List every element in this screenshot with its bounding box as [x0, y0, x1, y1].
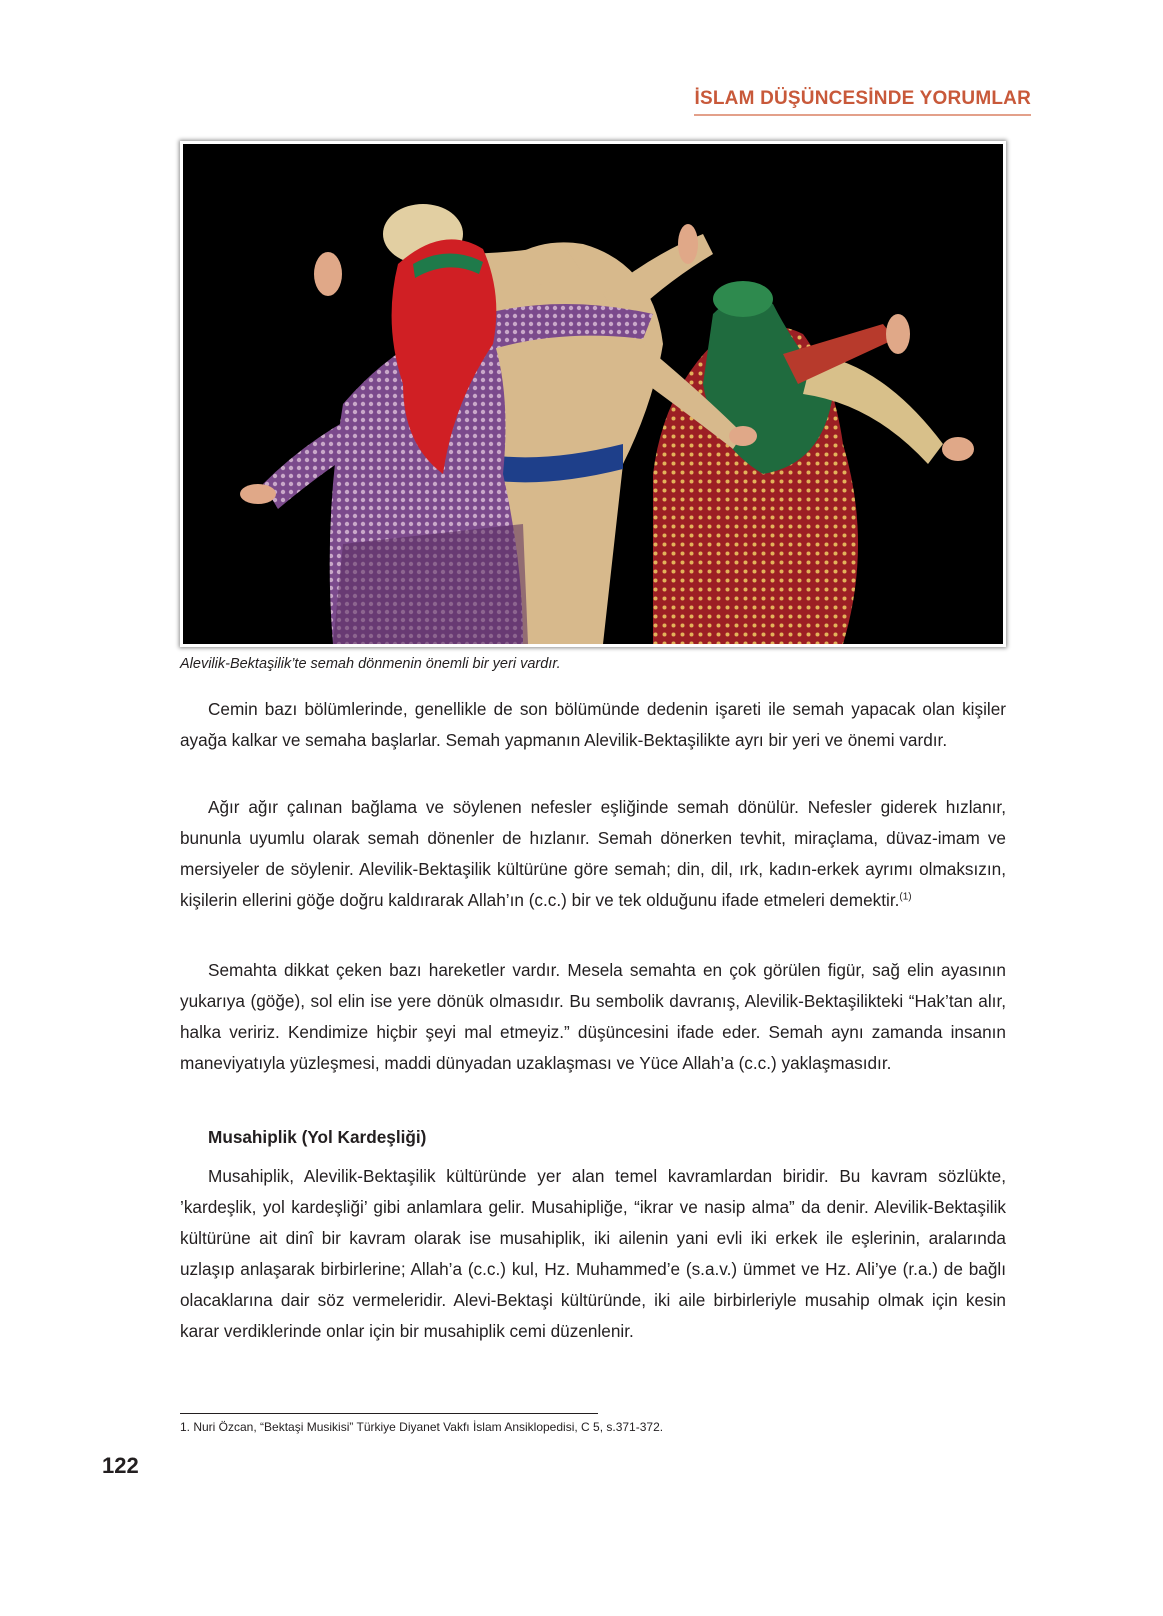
- paragraph-2-body: Ağır ağır çalınan bağlama ve söylenen nefesler eşliğinde semah dönülür. Nefesler giderek hızlanır, bununla uyumlu olarak semah dönenler de hızlanır. Semah dönerken tevhit, miraçlama, düvaz-imam ve mersiyeler de söylenir. Alevilik-Bektaşilik kültürüne göre semah; din, dil, ırk, kadın-erkek ayrımı olmaksızın, kişilerin ellerini göğe doğru kaldırarak Allah’ın (c.c.) bir ve tek olduğunu ifade etmeleri demektir.: [180, 797, 1006, 910]
- page-number: 122: [102, 1453, 139, 1478]
- section-heading: Musahiplik (Yol Kardeşliği): [208, 1127, 427, 1147]
- paragraph-4: [180, 1161, 1006, 1347]
- paragraph-3: [180, 955, 1006, 1079]
- paragraph-1-text: Cemin bazı bölümlerinde, genellikle de son bölümünde dedenin işareti ile semah yapacak olan kişiler ayağa kalkar ve semaha başlarlar. Semah yapmanın Alevilik-Bektaşilikte ayrı bir yeri ve önemi vardır.: [180, 699, 1006, 750]
- paragraph-2: [180, 792, 1006, 916]
- footnote-reference[interactable]: (1): [899, 891, 912, 903]
- lead-word: Musahiplik,: [208, 1166, 294, 1186]
- paragraph-4-text: [180, 1161, 1006, 1347]
- footnote: 1. Nuri Özcan, “Bektaşi Musikisi” Türkiye Diyanet Vakfı İslam Ansiklopedisi, C 5, s.371-372.: [180, 1420, 664, 1434]
- paragraph-1: [180, 694, 1006, 756]
- paragraph-3-text: Semahta dikkat çeken bazı hareketler vardır. Mesela semahta en çok görülen figür, sağ elin ayasının yukarıya (göğe), sol elin ise yere dönük olmasıdır. Bu sembolik davranış, Alevilik-Bektaşilikteki “Hak’tan alır, halka veririz. Kendimize hiçbir şeyi mal etmeyiz.” düşüncesini ifade eder. Semah aynı zamanda insanın maneviyatıyla yüzleşmesi, maddi dünyadan uzaklaşması ve Yüce Allah’a (c.c.) yaklaşmasıdır.: [180, 960, 1006, 1073]
- figure-caption: Alevilik-Bektaşilik’te semah dönmenin önemli bir yeri vardır.: [180, 656, 561, 672]
- footnote-divider: [180, 1413, 598, 1414]
- semah-dancers-illustration: [183, 144, 1003, 644]
- semah-photo: [180, 141, 1006, 647]
- paragraph-4-body: Alevilik-Bektaşilik kültüründe yer alan temel kavramlardan biridir. Bu kavram sözlükte, ’kardeşlik, yol kardeşliği’ gibi anlamlara gelir. Musahipliğe, “ikrar ve nasip alma” da denir. Alevilik-Bektaşilik kültürüne ait dinî bir kavram olarak ise musahiplik, iki ailenin yani evli iki erkek ile eşlerinin, aralarında uzlaşıp anlaşarak birbirlerine; Allah’a (c.c.) kul, Hz. Muhammed’e (s.a.v.) ümmet ve Hz. Ali’ye (r.a.) de bağlı olacaklarına dair söz vermeleridir. Alevi-Bektaşi kültüründe, iki aile birbirleriyle musahip olmak için kesin karar verdiklerinde onlar için bir musahiplik cemi düzenlenir.: [180, 1166, 1006, 1341]
- running-header: İSLAM DÜŞÜNCESİNDE YORUMLAR: [694, 88, 1031, 116]
- paragraph-2-text: [180, 792, 1006, 916]
